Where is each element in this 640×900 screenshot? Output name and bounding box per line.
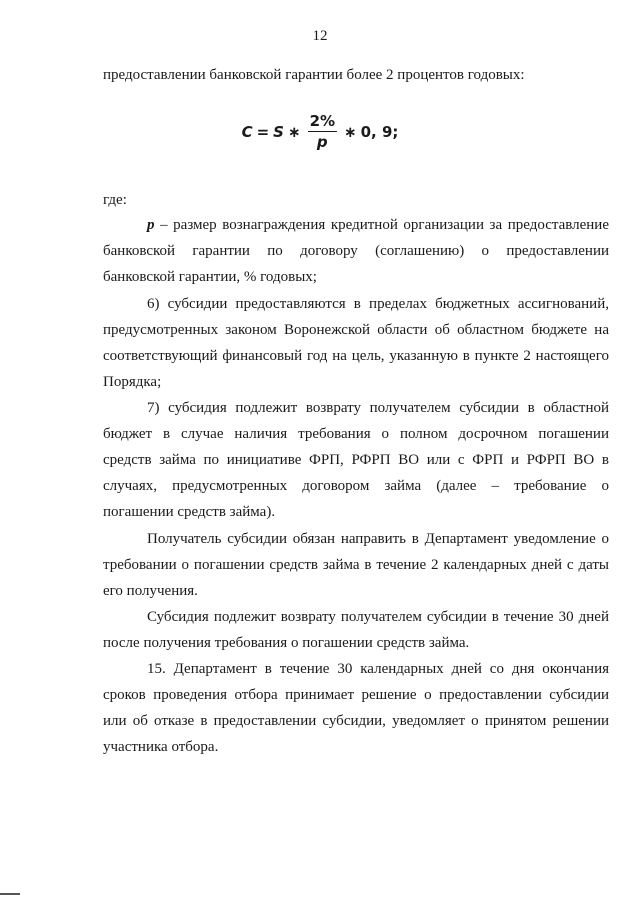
item15-line: 15. Департамент в течение 30 календарных дней со дня окончания: [147, 661, 609, 677]
return-line: Субсидия подлежит возврату получателем субсидии в течение 30 дней: [147, 609, 609, 625]
p-definition-line: [147, 216, 609, 235]
formula-mult-2: ∗: [344, 122, 357, 141]
item6-line: Порядка;: [103, 374, 162, 390]
item15-line: участника отбора.: [103, 739, 219, 755]
p-definition-text: – размер вознаграждения кредитной организации за предоставление: [160, 217, 609, 233]
item7-line: средств займа по инициативе ФРП, РФРП ВО или с ФРП и РФРП ВО в: [103, 452, 609, 468]
formula-numerator: 2%: [309, 112, 336, 130]
page-number: 12: [312, 28, 328, 44]
item7-line: 7) субсидия подлежит возврату получателем субсидии в областной: [147, 400, 609, 416]
notify-line: требовании о погашении средств займа в течение 2 календарных дней с даты: [103, 557, 609, 573]
scan-edge-mark: [0, 893, 20, 895]
formula-end: ;: [392, 122, 399, 141]
formula: [0, 112, 640, 151]
formula-fraction: [308, 112, 337, 151]
formula-mult-1: ∗: [287, 122, 301, 141]
notify-line: Получатель субсидии обязан направить в Департамент уведомление о: [147, 531, 609, 547]
formula-denominator: p: [316, 133, 328, 151]
item6-line: предусмотренных законом Воронежской области об областном бюджете на: [103, 322, 609, 338]
formula-s: S: [273, 122, 284, 141]
p-definition-line: банковской гарантии, % годовых;: [103, 269, 317, 285]
p-definition-line: банковской гарантии по договору (соглашению) о предоставлении: [103, 243, 609, 259]
return-line: после получения требования о погашении средств займа.: [103, 635, 470, 651]
item7-line: бюджет в случае наличия требования о полном досрочном погашении: [103, 426, 609, 442]
formula-factor: 0, 9: [360, 122, 393, 141]
where-label: где:: [103, 192, 127, 208]
item6-line: 6) субсидии предоставляются в пределах бюджетных ассигнований,: [147, 296, 609, 312]
notify-line: его получения.: [103, 583, 198, 599]
formula-lhs: C: [241, 122, 253, 141]
item15-line: или об отказе в предоставлении субсидии, уведомляет о принятом решении: [103, 713, 609, 729]
p-symbol: p: [147, 217, 155, 233]
intro-line: предоставлении банковской гарантии более 2 процентов годовых:: [103, 67, 525, 83]
item15-line: сроков проведения отбора принимает решение о предоставлении субсидии: [103, 687, 609, 703]
item6-line: соответствующий финансовый год на цель, указанную в пункте 2 настоящего: [103, 348, 609, 364]
item7-line: погашении средств займа).: [103, 504, 276, 520]
formula-equals: =: [256, 122, 270, 141]
item7-line: случаях, предусмотренных договором займа (далее – требование о: [103, 478, 609, 494]
